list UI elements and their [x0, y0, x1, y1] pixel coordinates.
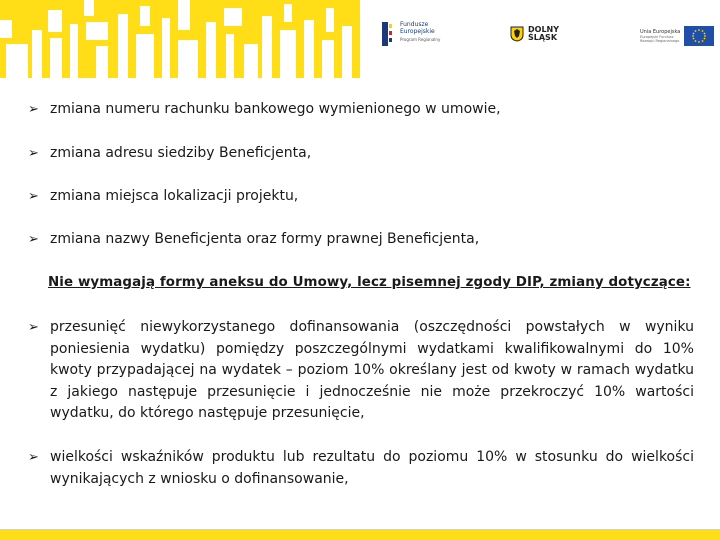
ds-line2: ŚLĄSK — [528, 33, 558, 42]
list-item — [28, 447, 694, 490]
eagle-crest-icon — [510, 26, 524, 42]
fe-emblem-icon — [382, 22, 396, 46]
list-item-text: wielkości wskaźników produktu lub rezultatu do poziomu 10% w stosunku do wielkości wynikających z wniosku o dofinansowanie, — [50, 449, 694, 487]
list-item-text: zmiana miejsca lokalizacji projektu, — [50, 188, 299, 204]
arrow-bullet-icon: ➢ — [28, 146, 39, 161]
unia-europejska-logo — [640, 26, 714, 46]
header-banner — [0, 0, 720, 78]
arrow-bullet-icon: ➢ — [28, 450, 39, 465]
decorative-pattern — [0, 0, 360, 78]
fe-sub: Program Regionalny — [400, 37, 441, 42]
arrow-bullet-icon: ➢ — [28, 189, 39, 204]
fe-line2: Europejskie — [400, 27, 435, 35]
list-item-text: zmiana adresu siedziby Beneficjenta, — [50, 145, 312, 161]
section-heading: Nie wymagają formy aneksu do Umowy, lecz pisemnej zgody DIP, zmiany dotyczące: — [48, 275, 691, 290]
list-item — [28, 186, 694, 208]
ue-title: Unia Europejska — [640, 28, 681, 35]
arrow-bullet-icon: ➢ — [28, 320, 39, 335]
ue-sub1: Europejski Fundusz — [640, 34, 674, 39]
list-item — [28, 317, 694, 425]
eu-flag-icon — [684, 26, 714, 46]
list-item-text: zmiana numeru rachunku bankowego wymienionego w umowie, — [50, 101, 501, 117]
footer-bar — [0, 529, 720, 540]
list-item-text: przesunięć niewykorzystanego dofinansowania (oszczędności powstałych w wyniku poniesienia wydatku) pomiędzy poszczególnymi wydatkami kwalifikowalnymi do 10% kwoty przypadającej na wydatek – poziom 10% określany jest od kwoty w ramach wydatku z jakiego następuje przesunięcie i jednocześnie nie może przekroczyć 10% wartości wydatku, do którego następuje przesunięcie, — [50, 319, 694, 421]
list-item-text: zmiana nazwy Beneficjenta oraz formy prawnej Beneficjenta, — [50, 231, 480, 247]
fe-line1: Fundusze — [400, 21, 429, 28]
dolny-slask-logo — [510, 26, 559, 42]
list-item — [28, 143, 694, 165]
ds-line1: DOLNY — [528, 25, 560, 34]
arrow-bullet-icon: ➢ — [28, 102, 39, 117]
list-item — [28, 229, 694, 251]
ue-sub2: Rozwoju Regionalnego — [640, 39, 680, 43]
fundusze-europejskie-logo — [382, 22, 440, 46]
list-item — [28, 99, 694, 121]
arrow-bullet-icon: ➢ — [28, 232, 39, 247]
